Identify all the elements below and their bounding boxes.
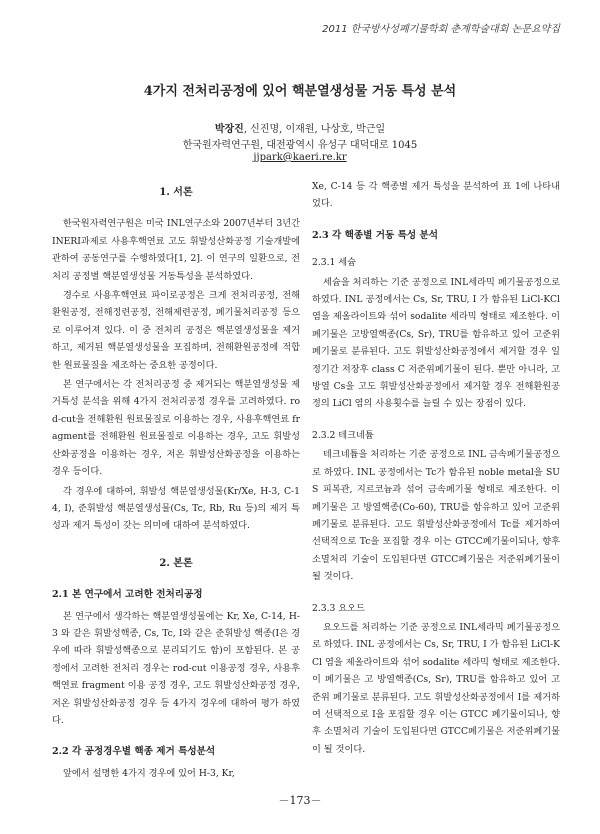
paragraph: Xe, C-14 등 각 핵종별 제거 특성을 분석하여 표 1에 나타내었다.	[312, 181, 560, 210]
journal-header: 2011 한국방사성폐기물학회 춘계학술대회 논문요약집	[322, 24, 560, 35]
subsection-heading-2-3: 2.3 각 핵종별 거동 특성 분석	[312, 229, 439, 241]
subsection-heading-2-3-2: 2.3.2 테크네튬	[312, 429, 374, 441]
left-column	[52, 178, 300, 784]
author-list	[0, 120, 600, 135]
co-authors: , 신진명, 이재원, 나상호, 박근일	[243, 124, 386, 135]
page-number: －173－	[278, 794, 322, 807]
paper-title: 4가지 전처리공정에 있어 핵분열생성물 거동 특성 분석	[143, 84, 457, 99]
first-author: 박장진	[214, 124, 244, 135]
paragraph: 각 경우에 대하여, 휘발성 핵분열생성물(Kr/Xe, H-3, C-14, I), 준휘발성 핵분열생성물(Cs, Tc, Rb, Ru 등)의 제거 특성과 제거 특성이 갖는 의미에 대하여 분석하였다.	[52, 485, 300, 532]
author-email[interactable]: jjpark@kaeri.re.kr	[253, 152, 347, 163]
subsection-heading-2-1: 2.1 본 연구에서 고려한 전처리공정	[52, 589, 203, 601]
paragraph: 테크네튬을 처리하는 기준 공정으로 INL 금속폐기물공정으로 하였다. INL 공정에서는 Tc가 함유된 noble metal을 SUS 피복관, 지르코늄과 섞어 금속폐기물 형태로 제조한다. 이 폐기물은 고 방열핵종(Co-60), TRU를 함유하고 있어 고준위 폐기물로 분류된다. 고도 휘발성산화공정에서 Tc를 제거하여 선택적으로 Tc을 포집할 경우 이는 GTCC폐기물이되나, 향후 소멸처리 기술이 도입된다면 GTCC폐기물은 저준위폐기물이 될 것이다.	[312, 449, 560, 583]
paragraph: 경수로 사용후핵연료 파이로공정은 크게 전처리공정, 전해환원공정, 전해정련공정, 전해제련공정, 폐기물처리공정 등으로 이루어져 있다. 이 중 전처리 공정은 핵분열생성물을 제거하고, 제거된 핵분열생성물을 포집하며, 전해환원공정에 적합한 원료물질을 제조하는 중요한 공정이다.	[52, 290, 300, 371]
paragraph: 본 연구에서는 각 전처리공정 중 제거되는 핵분열생성물 제거특성 분석을 위해 4가지 전처리공정 경우를 고려하였다. rod-cut을 전해환원 원료물질로 이용하는 경우, 사용후핵연료 fragment를 전해환원 원료물질로 이용하는 경우, 고도 휘발성산화공정을 이용하는 경우, 저온 휘발성산화공정을 이용하는 경우 등이다.	[52, 379, 300, 478]
paragraph: 본 연구에서 생각하는 핵분열생성물에는 Kr, Xe, C-14, H-3 와 같은 휘발성핵종, Cs, Tc, I와 같은 준휘발성 핵종(I은 경우에 따라 휘발성핵종으로 분리되기도 함)이 포함된다. 본 공정에서 고려한 전처리 경우는 rod-cut 이용공정 경우, 사용후핵연료 fragment 이용 공정 경우, 고도 휘발성산화공정 경우, 저온 휘발성산화공정 경우 등 4가지 경우에 대하여 평가 하였다.	[52, 610, 300, 726]
subsection-heading-2-3-1: 2.3.1 세슘	[312, 257, 357, 269]
section-heading-body: 2. 본론	[159, 557, 193, 569]
paragraph: 요오드를 처리하는 기준 공정으로 INL세라믹 폐기물공정으로 하였다. INL 공정에서는 Cs, Sr, TRU, I 가 함유된 LiCl-KCl 염을 제올라이트와 섞어 sodalite 세라믹 형태로 제조한다. 이 폐기물은 고 방열핵종(Cs, Sr), TRU를 함유하고 있어 고준위 폐기물로 분류된다. 고도 휘발성산화공정에서 I를 제거하여 선택적으로 I을 포집할 경우 이는 GTCC 폐기물이되나, 향후 소멸처리 기술이 도입된다면 GTCC폐기물은 저준위폐기물이 될 것이다.	[312, 621, 561, 755]
affiliation: 한국원자력연구원, 대전광역시 유성구 대덕대로 1045	[182, 140, 418, 151]
subsection-heading-2-3-3: 2.3.3 요오드	[312, 602, 365, 614]
section-heading-intro: 1. 서론	[159, 187, 193, 198]
paragraph: 앞에서 설명한 4가지 경우에 있어 H-3, Kr,	[63, 767, 235, 779]
paragraph: 세슘을 처리하는 기준 공정으로 INL세라믹 폐기물공정으로 하였다. INL 공정에서는 Cs, Sr, TRU, I 가 함유된 LiCl-KCl 염을 제올라이트와 섞어 sodalite 세라믹 형태로 제조한다. 이 폐기물은 고방열핵종(Cs, Sr), TRU를 함유하고 있어 고준위폐기물로 분류된다. 고도 휘발성산화공정에서 제거할 경우 일정기간 저장후 class C 저준위폐기물이 된다. 뿐만 아니라, 고방열 Cs을 고도 휘발성산화공정에서 제거할 경우 전해환원공정의 LiCl 염의 사용횟수를 늘릴 수 있는 장점이 있다.	[312, 276, 560, 410]
paragraph: 한국원자력연구원은 미국 INL연구소와 2007년부터 3년간 INERI과제로 사용후핵연료 고도 휘발성산화공정 기술개발에 관하여 공동연구를 수행하였다[1, 2]. 이 연구의 일환으로, 전처리 공정별 핵분열생성물 거동특성을 분석하였다.	[52, 218, 300, 282]
right-column	[312, 178, 560, 760]
subsection-heading-2-2: 2.2 각 공정경우별 핵종 제거 특성분석	[52, 746, 216, 758]
